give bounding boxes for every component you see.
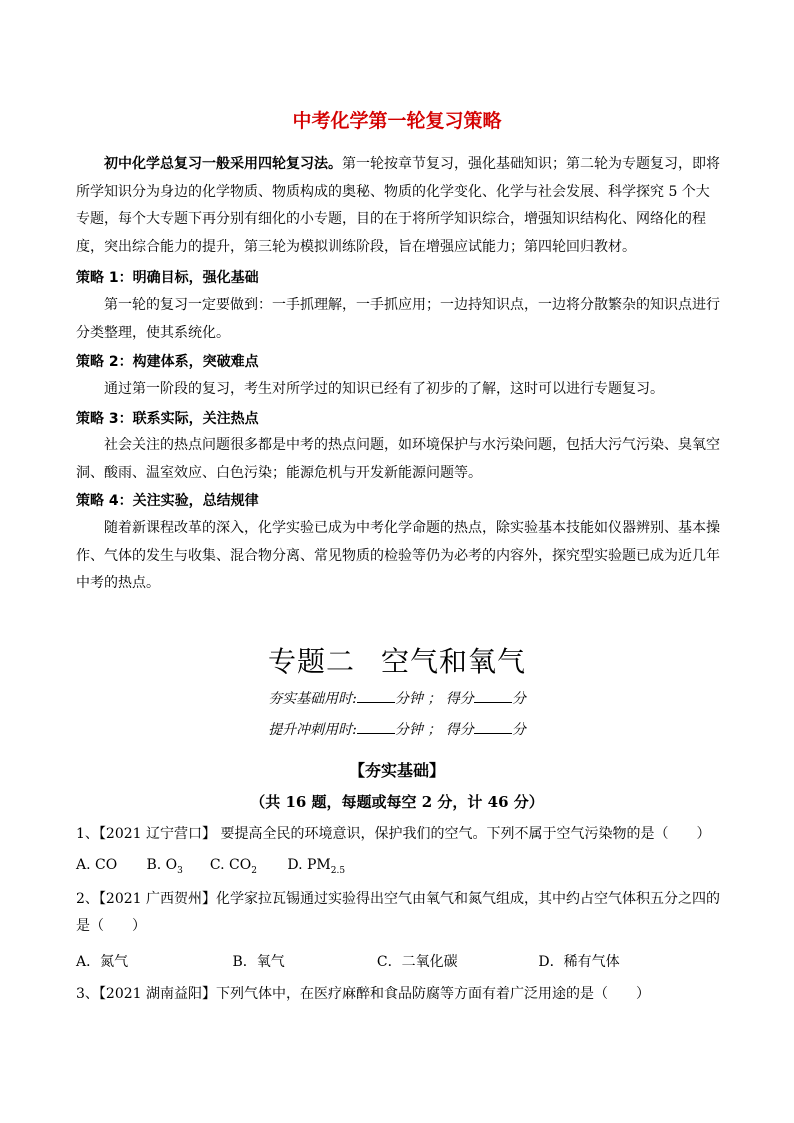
question-source: 【2021 广西贺州】 [98,891,217,907]
score-blank[interactable] [474,690,512,703]
question-1-options [76,857,345,876]
option-d[interactable]: D. $PM_{2.5}$ [287,857,346,876]
intro-lead: 初中化学总复习一般采用四轮复习法。 [104,156,342,172]
strategy-4-body: 随着新课程改革的深入，化学实验已成为中考化学命题的热点，除实验基本技能如仪器辨别、基本操作、气体的发生与收集、混合物分离、常见物质的检验等仍为必考的内容外，探究型实验题已成为近几年中考的热点。 [76,520,720,591]
time-line-advanced: 提升冲刺用时: 分钟 ； 得分 分 [268,722,526,738]
strategy-3-body: 社会关注的热点问题很多都是中考的热点问题，如环境保护与水污染问题，包括大污气污染、臭氧空洞、酸雨、温室效应、白色污染；能源危机与开发新能源问题等。 [76,437,720,481]
doc-title: 中考化学第一轮复习策略 [292,110,502,132]
intro-body: 第一轮按章节复习，强化基础知识；第二轮为专题复习，即将所学知识分为身边的化学物质、物质构成的奥秘、物质的化学变化、化学与社会发展、科学探究 5 个大专题，每个大专题下再分别有细化的小专题，目的在于将所学知识综合，增强知识结构化、网络化的程度，突出综合能力的提升，第三轮为模拟训练阶段，旨在增强应试能力；第四轮回归教材。 [76,156,720,255]
option-d[interactable]: D．稀有气体 [538,954,620,970]
option-c[interactable]: C．二氧化碳 [376,954,458,970]
question-source: 【2021 辽宁营口】 [98,826,217,842]
time-blank[interactable] [357,690,395,703]
topic-number: 专题二 [267,645,355,678]
time-line-basic: 夯实基础用时: 分钟 ； 得分 分 [268,691,526,707]
section-note: （共 16 题，每题或每空 2 分，计 46 分） [250,793,544,811]
section-heading: 【夯实基础】 [348,761,445,780]
strategy-2-heading: 策略 2：构建体系，突破难点 [76,354,259,370]
time-blank[interactable] [357,721,395,734]
option-a[interactable]: A. CO [76,857,118,873]
strategy-4-heading: 策略 4：关注实验，总结规律 [76,493,259,509]
question-1: 1、【2021 辽宁营口】 要提高全民的环境意识，保护我们的空气。下列不属于空气污染物的是（ ） [76,826,711,842]
intro-paragraph [76,151,722,261]
option-b[interactable]: B．氧气 [232,954,285,970]
strategy-2-body: 通过第一阶段的复习，考生对所学过的知识已经有了初步的了解，这时可以进行专题复习。 [104,381,664,397]
strategy-1-heading: 策略 1：明确目标，强化基础 [76,270,259,286]
question-3: 3、【2021 湖南益阳】下列气体中，在医疗麻醉和食品防腐等方面有着广泛用途的是（ ） [76,986,651,1002]
option-b[interactable]: B. $O_3$ [146,857,183,876]
question-2-options [76,951,620,971]
topic-name: 空气和氧气 [381,645,527,678]
option-a[interactable]: A．氮气 [76,954,129,970]
score-blank[interactable] [474,721,512,734]
option-c[interactable]: C. $CO_2$ [209,857,257,876]
strategy-3-heading: 策略 3：联系实际，关注热点 [76,411,259,427]
strategy-1-body: 第一轮的复习一定要做到：一手抓理解，一手抓应用；一边持知识点，一边将分散繁杂的知识点进行分类整理，使其系统化。 [76,297,720,341]
question-source: 【2021 湖南益阳】 [98,986,217,1002]
question-2: 2、【2021 广西贺州】化学家拉瓦锡通过实验得出空气由氧气和氮气组成，其中约占空气体积五分之四的是（ ） [76,891,721,934]
topic-title [0,640,794,680]
